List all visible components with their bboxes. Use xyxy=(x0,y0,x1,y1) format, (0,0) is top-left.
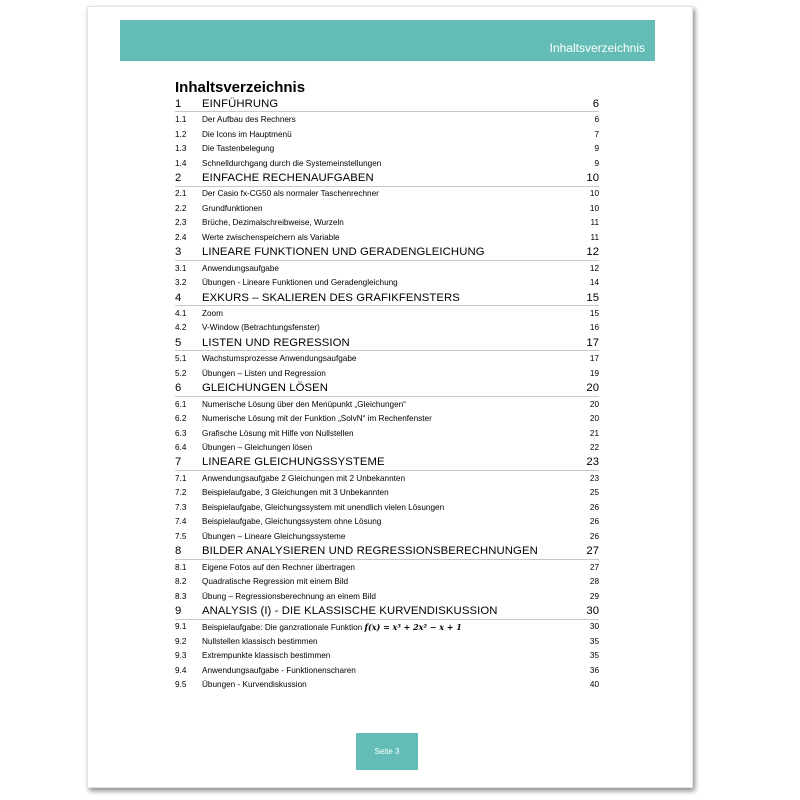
toc-entry-title-text: Übungen – Listen und Regression xyxy=(202,368,326,378)
toc-entry-number: 5.2 xyxy=(175,368,187,378)
toc-entry-title xyxy=(202,264,569,273)
toc-entry-page: 9 xyxy=(594,144,599,154)
toc-entry-title xyxy=(202,545,569,557)
toc-entry-title xyxy=(202,429,569,438)
toc-entry-title xyxy=(202,563,569,572)
toc-section-row[interactable] xyxy=(175,634,599,649)
toc-entry-title xyxy=(202,354,569,363)
toc-entry-page: 30 xyxy=(589,622,599,632)
toc-entry-title-text: Die Icons im Hauptmenü xyxy=(202,129,292,139)
toc-chapter-row[interactable] xyxy=(175,380,599,396)
toc-entry-title-text: Übungen – Gleichungen lösen xyxy=(202,443,313,453)
toc-section-row[interactable] xyxy=(175,321,599,336)
toc-entry-title xyxy=(202,172,569,184)
toc-entry-title xyxy=(202,159,569,168)
toc-entry-page: 26 xyxy=(589,517,599,527)
toc-entry-title-text: Numerische Lösung mit der Funktion „SolvN“ im Rechenfenster xyxy=(202,414,432,424)
toc-entry-number: 6.1 xyxy=(175,399,187,409)
toc-entry-page: 20 xyxy=(589,414,599,424)
toc-entry-title-text: Eigene Fotos auf den Rechner übertragen xyxy=(202,562,355,572)
toc-section-row[interactable] xyxy=(175,426,599,441)
toc-entry-page: 9 xyxy=(594,158,599,168)
toc-entry-title-text: ANALYSIS (I) - DIE KLASSISCHE KURVENDISKUSSION xyxy=(202,605,498,618)
toc-entry-page: 17 xyxy=(589,354,599,364)
toc-entry-title xyxy=(202,218,569,227)
toc-entry-title-text: Beispielaufgabe, Gleichungssystem mit unendlich vielen Lösungen xyxy=(202,502,445,512)
toc-entry-title-text: Extrempunkte klassisch bestimmen xyxy=(202,651,331,661)
toc-section-row[interactable] xyxy=(175,529,599,544)
toc-section-row[interactable] xyxy=(175,411,599,426)
toc-entry-number: 2.1 xyxy=(175,189,187,199)
toc-entry-page: 28 xyxy=(589,577,599,587)
toc-chapter-row[interactable] xyxy=(175,290,599,306)
toc-entry-title xyxy=(202,233,569,242)
toc-entry-page: 7 xyxy=(594,129,599,139)
toc-entry-page: 22 xyxy=(589,443,599,453)
toc-entry-number: 2 xyxy=(175,171,182,184)
toc-entry-number: 2.3 xyxy=(175,218,187,228)
toc-section-row[interactable] xyxy=(175,486,599,501)
toc-section-row[interactable] xyxy=(175,230,599,245)
toc-entry-number: 9.3 xyxy=(175,651,187,661)
toc-entry-number: 1.1 xyxy=(175,115,187,125)
toc-entry-page: 23 xyxy=(589,473,599,483)
toc-entry-number: 3.1 xyxy=(175,263,187,273)
toc-section-row[interactable] xyxy=(175,678,599,693)
toc-entry-page: 11 xyxy=(590,218,599,228)
toc-entry-title-text: Anwendungsaufgabe xyxy=(202,263,279,273)
toc-entry-page: 35 xyxy=(589,636,599,646)
toc-entry-title-text: Wachstumsprozesse Anwendungsaufgabe xyxy=(202,354,357,364)
toc-entry-title-text: LINEARE GLEICHUNGSSYSTEME xyxy=(202,456,385,469)
toc-section-row[interactable] xyxy=(175,201,599,216)
toc-entry-title xyxy=(202,309,569,318)
toc-section-row[interactable] xyxy=(175,560,599,575)
toc-entry-page: 20 xyxy=(586,382,599,395)
toc-entry-title-text: V-Window (Betrachtungsfenster) xyxy=(202,323,320,333)
toc-entry-page: 25 xyxy=(589,488,599,498)
toc-section-row[interactable] xyxy=(175,440,599,455)
toc-entry-title xyxy=(202,204,569,213)
toc-entry-number: 4.2 xyxy=(175,323,187,333)
toc-entry-title-text: Übungen - Kurvendiskussion xyxy=(202,680,307,690)
toc-entry-title xyxy=(202,189,569,198)
toc-entry-number: 2.2 xyxy=(175,203,187,213)
toc-entry-page: 29 xyxy=(589,591,599,601)
toc-entry-page: 10 xyxy=(589,203,599,213)
toc-entry-title-text: Brüche, Dezimalschreibweise, Wurzeln xyxy=(202,218,344,228)
toc-entry-title-text: LINEARE FUNKTIONEN UND GERADENGLEICHUNG xyxy=(202,246,485,259)
toc-entry-title-text: Anwendungsaufgabe 2 Gleichungen mit 2 Unbekannten xyxy=(202,473,406,483)
toc-entry-title xyxy=(202,605,569,617)
toc-entry-page: 6 xyxy=(592,97,599,110)
toc-entry-page: 11 xyxy=(590,232,599,242)
page-number: Seite 3 xyxy=(374,747,400,756)
toc-entry-page: 15 xyxy=(586,291,599,304)
document-page xyxy=(87,6,693,788)
toc-entry-title-text: Nullstellen klassisch bestimmen xyxy=(202,636,318,646)
table-of-contents xyxy=(175,96,599,692)
toc-section-row[interactable] xyxy=(175,141,599,156)
toc-section-row[interactable] xyxy=(175,366,599,381)
toc-entry-number: 9.5 xyxy=(175,680,187,690)
toc-entry-number: 8.3 xyxy=(175,591,187,601)
toc-chapter-row[interactable] xyxy=(175,245,599,261)
toc-entry-title-text: Der Aufbau des Rechners xyxy=(202,115,296,125)
toc-section-row[interactable] xyxy=(175,620,599,635)
toc-entry-number: 1.4 xyxy=(175,158,187,168)
toc-section-row[interactable] xyxy=(175,156,599,171)
toc-entry-page: 26 xyxy=(589,502,599,512)
toc-entry-page: 10 xyxy=(586,171,599,184)
toc-entry-title xyxy=(202,98,569,110)
toc-entry-page: 12 xyxy=(589,263,599,273)
toc-entry-number: 5.1 xyxy=(175,354,187,364)
toc-entry-title xyxy=(202,651,569,660)
toc-section-row[interactable] xyxy=(175,351,599,366)
toc-entry-title xyxy=(202,637,569,646)
toc-entry-title xyxy=(202,246,569,258)
toc-entry-title-text: EINFACHE RECHENAUFGABEN xyxy=(202,171,374,184)
toc-entry-title-text: BILDER ANALYSIEREN UND REGRESSIONSBERECHNUNGEN xyxy=(202,545,538,558)
toc-entry-title xyxy=(202,443,569,452)
toc-entry-title xyxy=(202,292,569,304)
toc-entry-title xyxy=(202,532,569,541)
toc-entry-title-text: Beispielaufgabe: Die ganzrationale Funktion xyxy=(202,622,365,632)
toc-section-row[interactable] xyxy=(175,663,599,678)
toc-heading: Inhaltsverzeichnis xyxy=(175,79,306,96)
toc-entry-title-text: LISTEN UND REGRESSION xyxy=(202,336,350,349)
toc-entry-number: 1.3 xyxy=(175,144,187,154)
toc-entry-number: 7.5 xyxy=(175,531,187,541)
toc-entry-title-text: Quadratische Regression mit einem Bild xyxy=(202,577,349,587)
toc-entry-page: 6 xyxy=(594,115,599,125)
toc-entry-page: 30 xyxy=(586,605,599,618)
header-title: Inhaltsverzeichnis xyxy=(549,41,645,55)
toc-chapter-row[interactable] xyxy=(175,544,599,560)
toc-entry-title xyxy=(202,680,569,689)
toc-entry-number: 9 xyxy=(175,605,182,618)
toc-entry-title xyxy=(202,278,569,287)
toc-chapter-row[interactable] xyxy=(175,603,599,619)
toc-entry-number: 2.4 xyxy=(175,232,187,242)
toc-entry-number: 6.4 xyxy=(175,443,187,453)
toc-entry-title-text: Übungen – Lineare Gleichungssysteme xyxy=(202,531,346,541)
toc-entry-page: 36 xyxy=(589,665,599,675)
toc-section-row[interactable] xyxy=(175,261,599,276)
toc-entry-title-text: EINFÜHRUNG xyxy=(202,97,279,110)
toc-entry-number: 9.4 xyxy=(175,665,187,675)
toc-entry-title-text: GLEICHUNGEN LÖSEN xyxy=(202,382,328,395)
toc-entry-title xyxy=(202,115,569,124)
toc-entry-number: 1.2 xyxy=(175,129,187,139)
toc-entry-number: 6 xyxy=(175,382,182,395)
toc-entry-title xyxy=(202,456,569,468)
toc-chapter-row[interactable] xyxy=(175,96,599,112)
toc-entry-title xyxy=(202,517,569,526)
toc-entry-title-text: Übungen - Lineare Funktionen und Geradengleichung xyxy=(202,278,398,288)
toc-entry-title-text: Beispielaufgabe, 3 Gleichungen mit 3 Unbekannten xyxy=(202,488,389,498)
toc-entry-title-text: Grundfunktionen xyxy=(202,203,263,213)
toc-entry-title xyxy=(202,414,569,423)
toc-section-row[interactable] xyxy=(175,275,599,290)
toc-entry-page: 20 xyxy=(589,399,599,409)
toc-entry-page: 15 xyxy=(589,308,599,318)
toc-entry-title-text: EXKURS – SKALIEREN DES GRAFIKFENSTERS xyxy=(202,291,460,304)
toc-entry-number: 3 xyxy=(175,246,182,259)
toc-entry-title xyxy=(202,622,569,632)
toc-entry-page: 21 xyxy=(589,428,599,438)
toc-entry-title-text: Anwendungsaufgabe - Funktionenscharen xyxy=(202,665,356,675)
toc-chapter-row[interactable] xyxy=(175,335,599,351)
toc-entry-number: 6.3 xyxy=(175,428,187,438)
toc-entry-title xyxy=(202,488,569,497)
toc-entry-number: 3.2 xyxy=(175,278,187,288)
toc-entry-title xyxy=(202,503,569,512)
toc-entry-title xyxy=(202,666,569,675)
toc-entry-page: 16 xyxy=(589,323,599,333)
toc-entry-title-text: Zoom xyxy=(202,308,223,318)
toc-entry-title xyxy=(202,337,569,349)
toc-chapter-row[interactable] xyxy=(175,170,599,186)
toc-entry-number: 5 xyxy=(175,336,182,349)
toc-entry-number: 7 xyxy=(175,456,182,469)
toc-entry-number: 1 xyxy=(175,97,182,110)
toc-entry-title-text: Übung – Regressionsberechnung an einem Bild xyxy=(202,591,376,601)
toc-entry-number: 6.2 xyxy=(175,414,187,424)
toc-entry-title xyxy=(202,382,569,394)
toc-section-row[interactable] xyxy=(175,515,599,530)
toc-section-row[interactable] xyxy=(175,574,599,589)
toc-entry-page: 17 xyxy=(586,336,599,349)
toc-entry-title-text: Die Tastenbelegung xyxy=(202,144,275,154)
toc-entry-number: 9.1 xyxy=(175,622,187,632)
toc-section-row[interactable] xyxy=(175,500,599,515)
toc-entry-title-text: Schnelldurchgang durch die Systemeinstellungen xyxy=(202,158,382,168)
toc-entry-title-text: Grafische Lösung mit Hilfe von Nullstellen xyxy=(202,428,354,438)
page-number-box xyxy=(356,733,418,770)
toc-entry-number: 4 xyxy=(175,291,182,304)
toc-entry-page: 27 xyxy=(586,545,599,558)
toc-entry-formula: f(x) = x³ + 2x² − x + 1 xyxy=(364,621,462,632)
toc-section-row[interactable] xyxy=(175,589,599,604)
toc-section-row[interactable] xyxy=(175,306,599,321)
toc-entry-page: 23 xyxy=(586,456,599,469)
toc-section-row[interactable] xyxy=(175,397,599,412)
toc-section-row[interactable] xyxy=(175,112,599,127)
toc-entry-page: 40 xyxy=(589,680,599,690)
toc-entry-title-text: Numerische Lösung über den Menüpunkt „Gleichungen“ xyxy=(202,399,406,409)
toc-entry-page: 35 xyxy=(589,651,599,661)
toc-entry-page: 10 xyxy=(589,189,599,199)
toc-entry-title xyxy=(202,369,569,378)
toc-entry-page: 14 xyxy=(589,278,599,288)
toc-entry-number: 8.2 xyxy=(175,577,187,587)
toc-entry-title-text: Werte zwischenspeichern als Variable xyxy=(202,232,340,242)
toc-entry-title-text: Der Casio fx-CG50 als normaler Taschenrechner xyxy=(202,189,379,199)
toc-section-row[interactable] xyxy=(175,127,599,142)
toc-entry-number: 7.1 xyxy=(175,473,187,483)
toc-entry-number: 8 xyxy=(175,545,182,558)
toc-entry-title xyxy=(202,323,569,332)
toc-entry-page: 27 xyxy=(589,562,599,572)
toc-section-row[interactable] xyxy=(175,187,599,202)
toc-entry-number: 7.4 xyxy=(175,517,187,527)
toc-chapter-row[interactable] xyxy=(175,455,599,471)
toc-section-row[interactable] xyxy=(175,649,599,664)
toc-entry-number: 8.1 xyxy=(175,562,187,572)
toc-section-row[interactable] xyxy=(175,216,599,231)
toc-section-row[interactable] xyxy=(175,471,599,486)
toc-entry-number: 7.2 xyxy=(175,488,187,498)
toc-entry-title xyxy=(202,130,569,139)
toc-entry-title xyxy=(202,592,569,601)
toc-entry-title xyxy=(202,144,569,153)
toc-entry-number: 9.2 xyxy=(175,636,187,646)
toc-entry-page: 12 xyxy=(586,246,599,259)
header-band xyxy=(120,20,655,61)
toc-entry-title xyxy=(202,474,569,483)
toc-entry-number: 4.1 xyxy=(175,308,187,318)
toc-entry-title xyxy=(202,400,569,409)
toc-entry-title-text: Beispielaufgabe, Gleichungssystem ohne Lösung xyxy=(202,517,382,527)
toc-entry-page: 26 xyxy=(589,531,599,541)
toc-entry-title xyxy=(202,577,569,586)
toc-entry-number: 7.3 xyxy=(175,502,187,512)
toc-entry-page: 19 xyxy=(589,368,599,378)
